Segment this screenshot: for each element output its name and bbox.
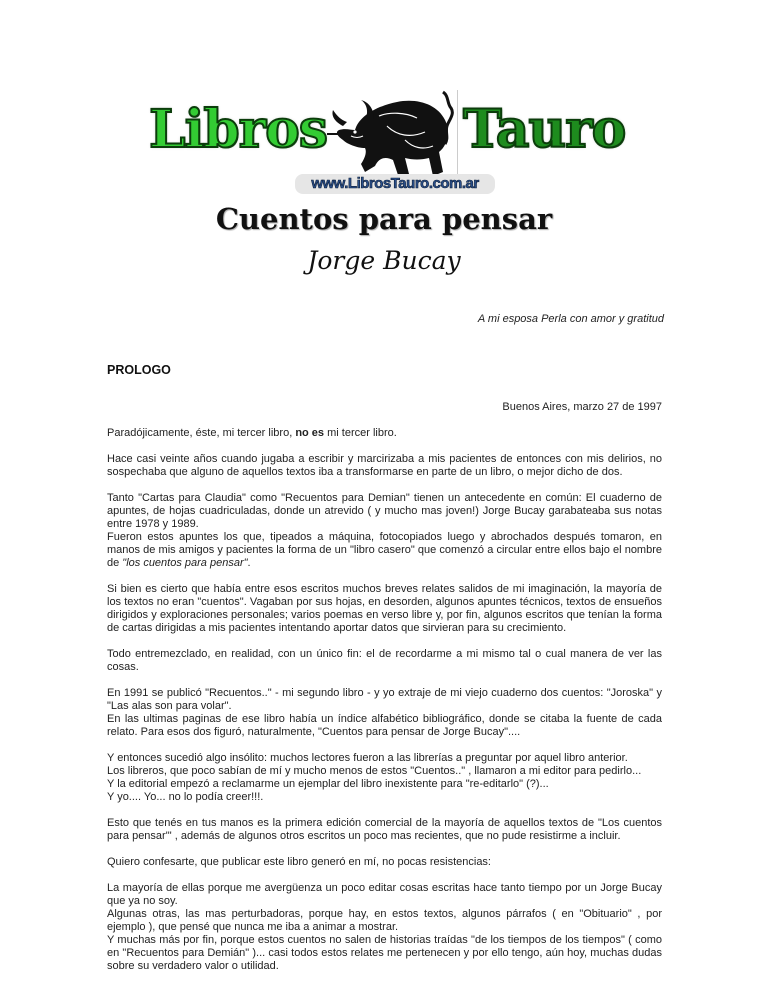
p3-line-2-after: .: [247, 557, 251, 569]
p10-line-2: Algunas otras, las mas perturbadoras, porque hay, en estos textos, algunos párrafos ( en "Obituario" , por ejemplo ), que pensé que nunca me iba a animar a mostrar.: [107, 908, 662, 933]
paragraph-8: Esto que tenés en tus manos es la primera edición comercial de la mayoría de aquellos textos de "Los cuentos para pensar"' , además de algunos otros escritos un poco mas recientes, que no pude resistirme a incluir.: [107, 817, 662, 842]
paragraph-2: Hace casi veinte años cuando jugaba a escribir y marcirizaba a mis pacientes de entonces con mis delirios, no sospechaba que alguno de aquellos textos iba a transformarse en parte de un libro, o mejor dicho de dos.: [107, 453, 662, 478]
logo-word-tauro: Tauro: [463, 99, 626, 160]
paragraph-1: [107, 427, 662, 440]
prologue-heading: PROLOGO: [107, 363, 171, 377]
p7-line-1: Y entonces sucedió algo insólito: muchos lectores fueron a las librerías a preguntar por aquel libro anterior.: [107, 752, 628, 764]
p7-line-2: Los libreros, que poco sabían de mí y mucho menos de estos "Cuentos.." , llamaron a mi editor para pedirlo...: [107, 765, 642, 777]
logo-url: www.LibrosTauro.com.ar: [295, 174, 495, 194]
p1-text-after: mi tercer libro.: [324, 427, 397, 439]
paragraph-9: Quiero confesarte, que publicar este libro generó en mí, no pocas resistencias:: [107, 856, 491, 868]
paragraph-3: [107, 492, 662, 570]
p3-line-2-before: Fueron estos apuntes los que, tipeados a máquina, fotocopiados luego y abrochados después tomaron, en manos de mis amigos y pacientes la forma de un "libro casero" que comenzó a circular entre ellos bajo el nombre de: [107, 531, 662, 569]
paragraph-6: [107, 687, 662, 739]
p1-bold-text: no es: [295, 427, 325, 439]
p6-line-2: En las ultimas paginas de ese libro había un índice alfabético bibliográfico, donde se citaba la fuente de cada relato. Para esos dos figuró, naturalmente, "Cuentos para pensar de Jorge Bucay"....: [107, 713, 662, 738]
p3-italic-title: "los cuentos para pensar": [122, 557, 248, 569]
paragraph-4: Si bien es cierto que había entre esos escritos muchos breves relates salidos de mi imaginación, la mayoría de los textos no eran "cuentos". Vagaban por sus hojas, en desorden, algunos apuntes técnicos, textos de ensueños dirigidos y exploraciones personales; varios poemas en verso libre y, por fin, algunos escritos que tenían la forma de cartas dirigidas a mis pacientes intentando aportar datos que sirvieran para su crecimiento.: [107, 583, 662, 634]
paragraph-5: Todo entremezclado, en realidad, con un único fin: el de recordarme a mi mismo tal o cual manera de ver las cosas.: [107, 648, 662, 673]
p10-line-1: La mayoría de ellas porque me avergüenza un poco editar cosas escritas hace tanto tiempo por un Jorge Bucay que ya no soy.: [107, 882, 662, 907]
p7-line-4: Y yo.... Yo... no lo podía creer!!!.: [107, 791, 264, 803]
p6-line-1: En 1991 se publicó "Recuentos.." - mi segundo libro - y yo extraje de mi viejo cuaderno dos cuentos: "Joroska" y "Las alas son para volar".: [107, 687, 662, 712]
p3-line-2: [107, 531, 662, 570]
prologue-body: [107, 364, 662, 986]
paragraph-7: [107, 752, 662, 804]
book-title: Cuentos para pensar: [215, 202, 553, 236]
p7-line-3: Y la editorial empezó a reclamarme un ejemplar del libro inexistente para "re-editarlo" (?)...: [107, 778, 549, 790]
bull-icon: [325, 86, 465, 182]
logo-word-libros: Libros: [149, 99, 328, 160]
dedication: A mi esposa Perla con amor y gratitud: [477, 313, 664, 325]
libros-tauro-logo: [145, 82, 625, 197]
p10-line-3: Y muchas más por fin, porque estos cuentos no salen de historias traídas "de los tiempos de los tiempos" ( como en "Recuentos para Demián" )... casi todos estos relates me pertenecen y por ello tengo, aún hoy, muchas dudas sobre su verdadero valor o utilidad.: [107, 934, 662, 972]
book-author: Jorge Bucay: [307, 246, 461, 275]
paragraph-10: [107, 882, 662, 973]
p3-line-1: Tanto "Cartas para Claudia" como "Recuentos para Demian" tienen un antecedente en común: El cuaderno de apuntes, de hojas cuadriculadas, donde un atrevido ( y mucho mas joven!) Jorge Bucay garabateaba sus notas entre 1978 y 1989.: [107, 492, 662, 530]
p1-text-before: Paradójicamente, éste, mi tercer libro,: [107, 427, 296, 439]
dateline: Buenos Aires, marzo 27 de 1997: [502, 401, 662, 413]
logo-divider: [457, 90, 458, 180]
